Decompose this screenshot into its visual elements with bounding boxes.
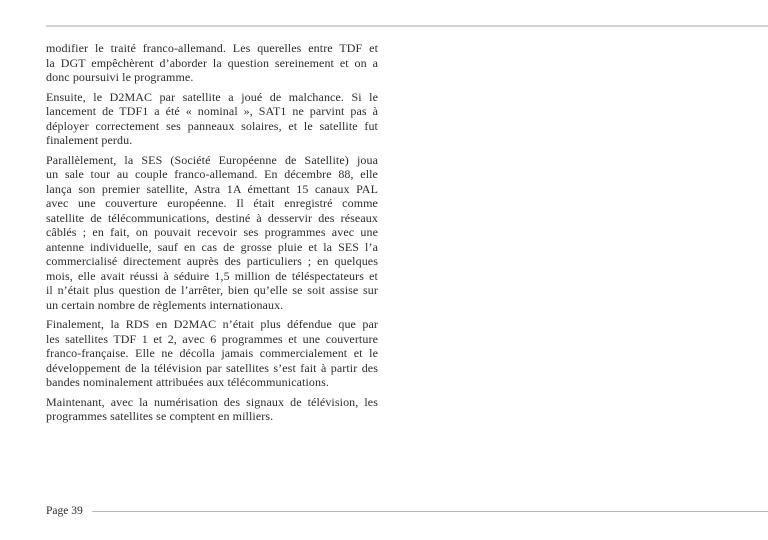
page-number: Page 39 <box>46 505 83 517</box>
text-line: les satellites TDF 1 et 2, avec 6 programmes et une couverture <box>46 331 378 346</box>
text-line: satellite de télécommunications, destiné à desservir des réseaux <box>46 210 378 225</box>
text-line: antenne individuelle, sauf en cas de grosse pluie et la SES l’a <box>46 239 378 254</box>
text-line: lança son premier satellite, Astra 1A émettant 15 canaux PAL <box>46 181 378 196</box>
text-line: câblés ; en fait, on pouvait recevoir ses programmes avec une <box>46 225 378 239</box>
text-line: modifier le traité franco-allemand. Les querelles entre TDF et <box>46 41 378 55</box>
text-line: finalement perdu. <box>46 133 133 147</box>
text-line: un certain nombre de règlements internationaux. <box>46 297 284 312</box>
text-line: franco-française. Elle ne décolla jamais commercialement et le <box>46 346 378 360</box>
text-line: commercialisé directement auprès des particuliers ; en quelques <box>46 254 378 268</box>
text-line: Finalement, la RDS en D2MAC n’était plus défendue que par <box>46 317 378 331</box>
text-line: donc poursuivi le programme. <box>46 70 194 84</box>
text-line: avec une couverture européenne. Il était enregistré comme <box>46 196 378 210</box>
paragraph <box>46 395 378 424</box>
paragraph <box>46 317 378 390</box>
text-line: la DGT empêchèrent d’aborder la question sereinement et on a <box>46 55 378 70</box>
paragraph <box>46 153 378 313</box>
text-line: Maintenant, avec la numérisation des signaux de télévision, les <box>46 394 378 409</box>
text-line: développement de la télévision par satellites s’est fait à partir des <box>46 360 378 375</box>
text-line: Parallèlement, la SES (Société Européenne de Satellite) joua <box>46 152 378 167</box>
text-line: programmes satellites se comptent en milliers. <box>46 409 274 423</box>
text-line: il n’était plus question de l’arrêter, bien qu’elle se soit assise sur <box>46 283 378 297</box>
text-line: Ensuite, le D2MAC par satellite a joué de malchance. Si le <box>46 89 378 104</box>
page-body <box>46 41 378 429</box>
paragraph <box>46 41 378 85</box>
text-line: déployer correctement ses panneaux solaires, et le satellite fut <box>46 118 378 133</box>
text-line: bandes nominalement attribuées aux télécommunications. <box>46 375 329 389</box>
header-rule <box>46 25 768 27</box>
text-line: mois, elle avait réussi à séduire 1,5 million de téléspectateurs et <box>46 268 378 283</box>
text-line: lancement de TDF1 a été « nominal », SAT1 ne parvint pas à <box>46 104 378 118</box>
page-footer <box>46 503 768 520</box>
footer-rule <box>92 511 768 512</box>
text-line: un sale tour au couple franco-allemand. En décembre 88, elle <box>46 167 378 181</box>
paragraph <box>46 90 378 148</box>
